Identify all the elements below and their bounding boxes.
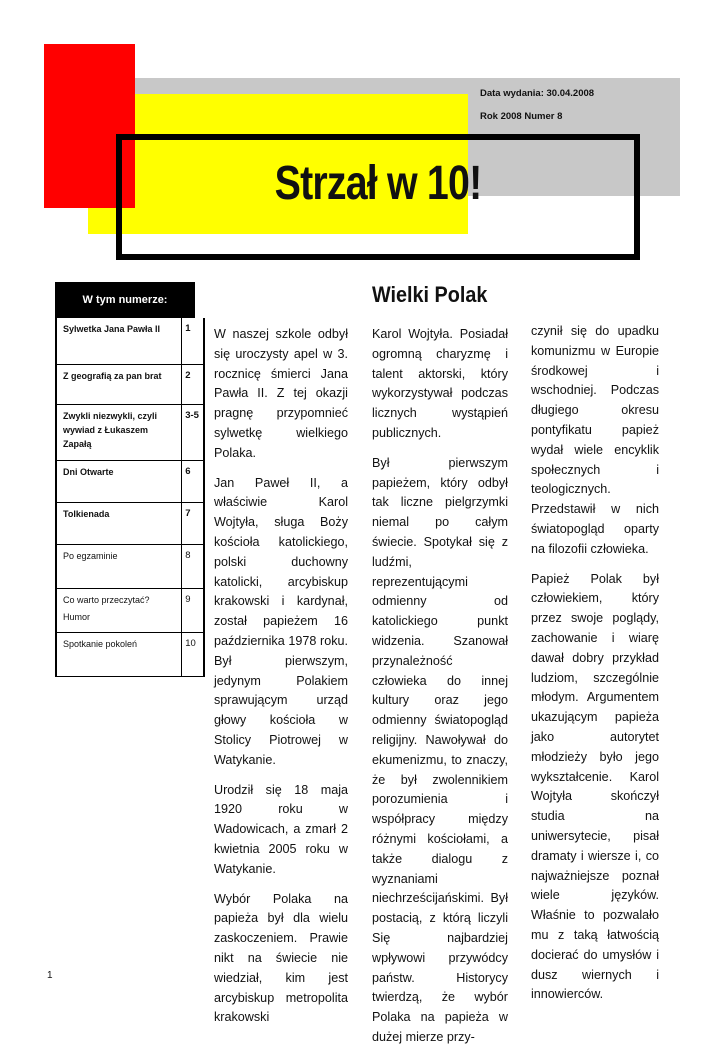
paragraph: Karol Wojtyła. Posiadał ogromną charyzmę i talent aktorski, który wykorzystywał podczas licznych wystąpień publicznych.: [372, 327, 508, 440]
toc-title: Dni Otwarte: [63, 467, 114, 477]
toc-title: Tolkienada: [63, 509, 110, 519]
toc-title: Zwykli niezwykli, czyli wywiad z Łukaszem Zapałą: [63, 411, 158, 449]
article-title: Wielki Polak: [372, 282, 488, 307]
toc-page: 3-5: [181, 405, 205, 460]
article-column-1: [214, 325, 348, 1038]
toc-row: [55, 405, 205, 461]
toc-title: Z geografią za pan brat: [63, 371, 162, 381]
toc-title-line: Co warto przeczytać?: [63, 595, 150, 605]
toc-title: Sylwetka Jana Pawła II: [63, 324, 161, 334]
toc-title: [57, 589, 181, 632]
paragraph: Urodził się 18 maja 1920 roku w Wadowicach, a zmarł 2 kwietnia 2005 roku w Watykanie.: [214, 782, 348, 876]
toc-row: [55, 545, 205, 589]
toc-row: [55, 633, 205, 677]
toc-page: 2: [181, 365, 205, 404]
toc-page: 8: [181, 545, 205, 588]
paragraph: czynił się do upadku komunizmu w Europie środkowej i wschodniej. Podczas długiego okresu pontyfikatu papież wydał wiele encyklik społecznych i teologicznych. Przedstawił w nich światopogląd oparty na filozofii człowieka.: [531, 324, 659, 556]
article-column-2: [372, 325, 508, 1058]
page-number: 1: [47, 970, 53, 981]
paragraph: Papież Polak był człowiekiem, który przez swoje poglądy, zachowanie i wiarę dawał dobry przykład ludziom, szczególnie młodym. Argumentem ukazującym papieża jako autorytet młodzieży było jego wykształcenie. Karol Wojtyła skończył studia na uniwersytecie, pisał dramaty i wiersze i, co najważniejsze poznał wiele języków. Właśnie to pozwalało mu z taką łatwością docierać do umysłów i dusz wiernych i innowierców.: [531, 571, 659, 1002]
issue-date: Data wydania: 30.04.2008: [480, 88, 595, 99]
issue-number: Rok 2008 Numer 8: [480, 111, 563, 122]
toc-page: 1: [181, 318, 205, 364]
toc-row: [55, 503, 205, 545]
toc-page: 9: [181, 589, 205, 632]
toc-row: [55, 318, 205, 365]
toc-title-line: Humor: [63, 612, 91, 622]
toc-page: 6: [181, 461, 205, 502]
toc-page: 10: [181, 633, 205, 676]
masthead-title: Strzał w 10!: [274, 157, 482, 210]
paragraph: Był pierwszym papieżem, który odbył tak liczne pielgrzymki niemal po całym świecie. Spotykał się z ludźmi, reprezentującymi odmienny od katolickiego punkt widzenia. Szanował przynależność człowieka do innej kultury oraz jego odmienny światopogląd religijny. Nawoływał do ekumenizmu, to znaczy, że był zwolennikiem porozumienia i współpracy między różnymi kościołami, a także dialogu z wyznaniami niechrześcijańskimi. Był postacią, z którą liczyli Się najbardziej wpływowi przywódcy państw. Historycy twierdzą, że wybór Polaka na papieża w dużej mierze przy-: [372, 455, 508, 1044]
toc-title: Po egzaminie: [63, 551, 118, 561]
paragraph: Jan Paweł II, a właściwie Karol Wojtyła, sługa Boży kościoła katolickiego, polski duchowny katolicki, arcybiskup krakowski i kardynał, został papieżem 16 października 1978 roku. Był pierwszym, jedynym Polakiem sprawującym urząd głowy kościoła w Stolicy Piotrowej w Watykanie.: [214, 475, 348, 767]
toc-page: 7: [181, 503, 205, 544]
paragraph: Wybór Polaka na papieża był dla wielu zaskoczeniem. Prawie nikt na świecie nie wiedział, kim jest arcybiskup metropolita krakowski: [214, 891, 348, 1025]
table-of-contents: [55, 282, 205, 677]
article-column-3: [531, 322, 659, 1015]
toc-title: Spotkanie pokoleń: [63, 639, 138, 649]
toc-row: [55, 589, 205, 633]
toc-row: [55, 365, 205, 405]
toc-row: [55, 461, 205, 503]
toc-heading: W tym numerze:: [55, 282, 195, 318]
paragraph: W naszej szkole odbył się uroczysty apel w 3. rocznicę śmierci Jana Pawła II. Z tej okazji pragnę przypomnieć sylwetkę wielkiego Polaka.: [214, 327, 348, 460]
